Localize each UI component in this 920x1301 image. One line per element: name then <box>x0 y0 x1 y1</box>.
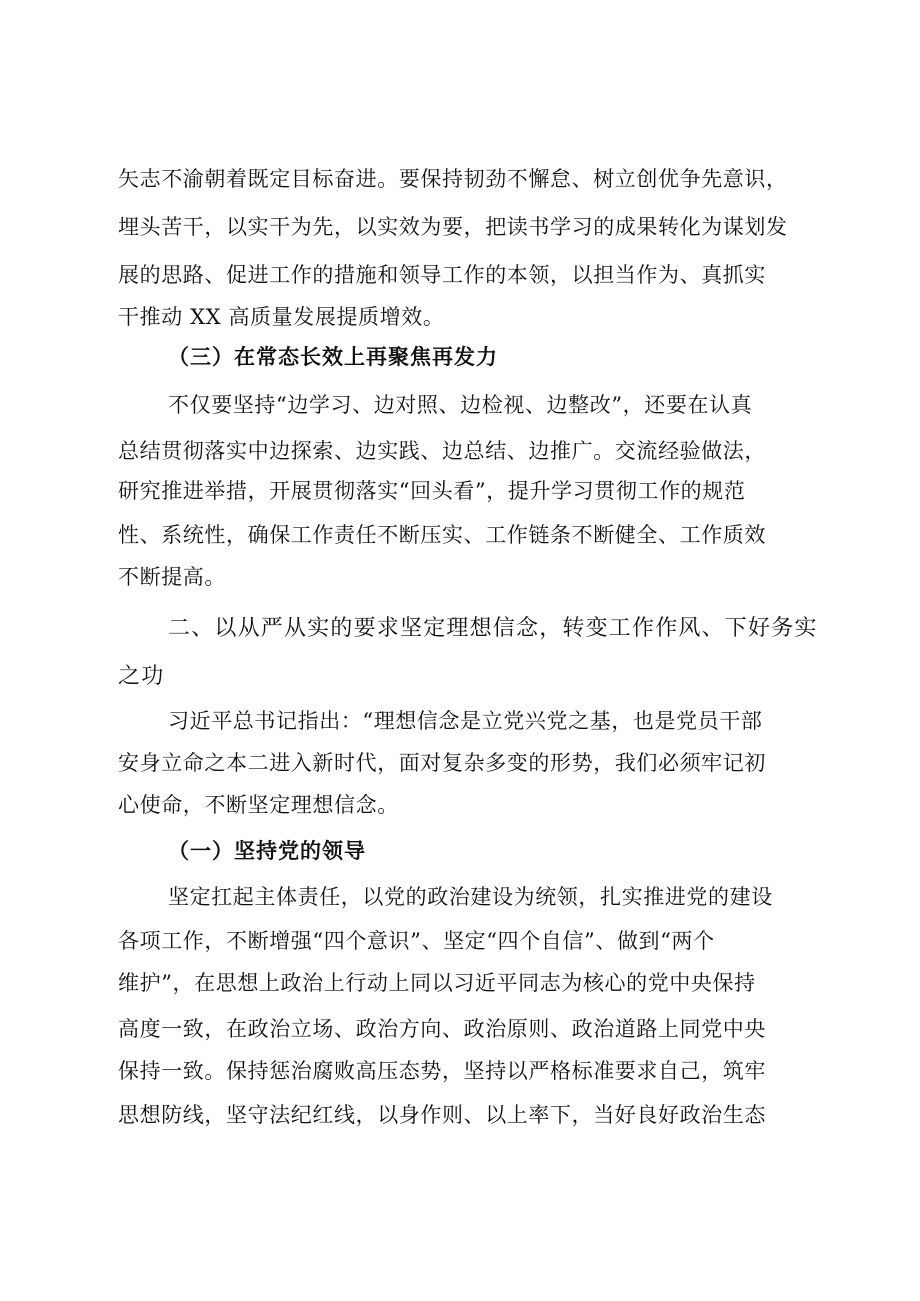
paragraph-line: 性、系统性，确保工作责任不断压实、工作链条不断健全、工作质效 <box>118 523 766 547</box>
paragraph-line: 心使命，不断坚定理想信念。 <box>118 793 399 817</box>
paragraph-line: 维护”，在思想上政治上行动上同以习近平同志为核心的党中央保持 <box>118 971 756 995</box>
section-heading: 之功 <box>118 664 165 689</box>
paragraph-line: 干推动 XX 高质量发展提质增效。 <box>118 305 445 329</box>
paragraph-line: 矢志不渝朝着既定目标奋进。要保持韧劲不懈怠、树立创优争先意识， <box>118 167 788 191</box>
paragraph-line: 高度一致，在政治立场、政治方向、政治原则、政治道路上同党中央 <box>118 1017 766 1041</box>
paragraph-line: 坚定扛起主体责任，以党的政治建设为统领，扎实推进党的建设 <box>168 885 773 909</box>
paragraph-line: 总结贯彻落实中边探索、边实践、边总结、边推广。交流经验做法， <box>118 439 766 463</box>
paragraph-line: 展的思路、促进工作的措施和领导工作的本领，以担当作为、真抓实 <box>118 263 766 287</box>
paragraph-line: 不仅要坚持“边学习、边对照、边检视、边整改”，还要在认真 <box>168 393 753 417</box>
paragraph-line: 各项工作，不断增强“四个意识”、坚定“四个自信”、做到“两个 <box>118 929 715 953</box>
sub-heading-1: （一）坚持党的领导 <box>168 838 366 863</box>
paragraph-line: 不断提高。 <box>118 565 226 589</box>
section-heading: 二、以从严从实的要求坚定理想信念，转变工作作风、下好务实 <box>168 616 818 641</box>
paragraph-line: 安身立命之本二进入新时代，面对复杂多变的形势，我们必须牢记初 <box>118 751 766 775</box>
sub-heading-3: （三）在常态长效上再聚焦再发力 <box>168 344 498 369</box>
paragraph-line: 保持一致。保持惩治腐败高压态势，坚持以严格标准要求自己，筑牢 <box>118 1059 766 1083</box>
paragraph-line: 思想防线，坚守法纪红线，以身作则、以上率下，当好良好政治生态 <box>118 1103 766 1127</box>
paragraph-line: 研究推进举措，开展贯彻落实“回头看”，提升学习贯彻工作的规范 <box>118 479 746 503</box>
paragraph-line: 埋头苦干，以实干为先，以实效为要，把读书学习的成果转化为谋划发 <box>118 215 788 239</box>
paragraph-line: 习近平总书记指出：“理想信念是立党兴党之基，也是党员干部 <box>168 709 763 733</box>
